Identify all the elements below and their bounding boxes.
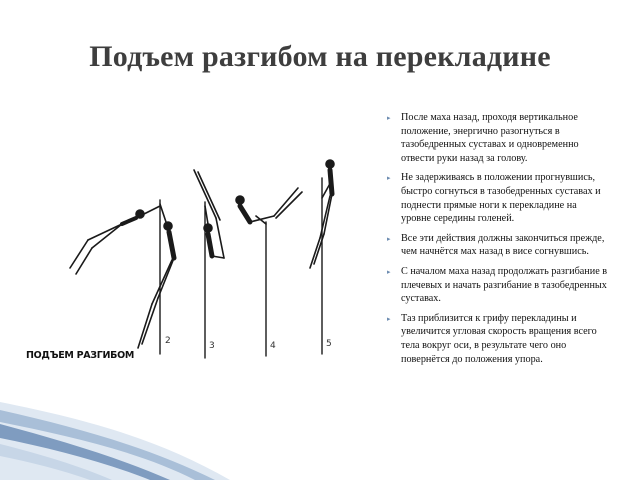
bullet-arrow-icon: ▸ [387, 234, 391, 243]
gymnast-figure-2 [138, 204, 174, 348]
bullet-text: Таз приблизится к грифу перекладины и увеличится угловая скорость вращения всего тела вокруг оси, в результате чего оно повернётся до положения упора. [401, 312, 597, 365]
bullet-item [387, 312, 609, 366]
illustration-caption: ПОДЪЕМ РАЗГИБОМ [26, 350, 135, 361]
gymnastics-illustration [26, 158, 360, 370]
bullet-item [387, 171, 609, 225]
gymnast-figure-3 [194, 170, 224, 258]
bullet-text: После маха назад, проходя вертикальное положение, энергично разогнуться в тазобедренных суставах и одновременно отвести руки назад за голову. [401, 112, 579, 164]
phase-number-4: 4 [270, 341, 276, 351]
bullet-text: Все эти действия должны закончиться прежде, чем начнётся мах назад в висе согнувшись. [401, 232, 605, 258]
slide-title: Подъем разгибом на перекладине [89, 40, 551, 73]
bullet-arrow-icon: ▸ [387, 174, 391, 183]
bullet-item [387, 265, 609, 306]
bullet-item [387, 232, 609, 259]
bullet-arrow-icon: ▸ [387, 267, 391, 276]
bullet-text: Не задерживаясь в положении прогнувшись, быстро согнуться в тазобедренных суставах и поднести прямые ноги к перекладине на уровне середины голеней. [401, 172, 601, 225]
phase-number-2: 2 [165, 336, 171, 346]
bullet-item [387, 111, 609, 165]
bullet-arrow-icon: ▸ [387, 314, 391, 323]
phase-number-5: 5 [326, 339, 332, 349]
gymnast-figure-1 [70, 206, 160, 274]
bullet-arrow-icon: ▸ [387, 114, 391, 122]
phase-number-3: 3 [209, 341, 215, 351]
corner-swoosh-decoration [0, 402, 230, 480]
bullet-text: С началом маха назад продолжать разгибание в плечевых и начать разгибание в тазобедренных суставах. [401, 265, 608, 305]
gymnast-figure-4 [236, 188, 302, 224]
bullet-list [387, 111, 609, 372]
